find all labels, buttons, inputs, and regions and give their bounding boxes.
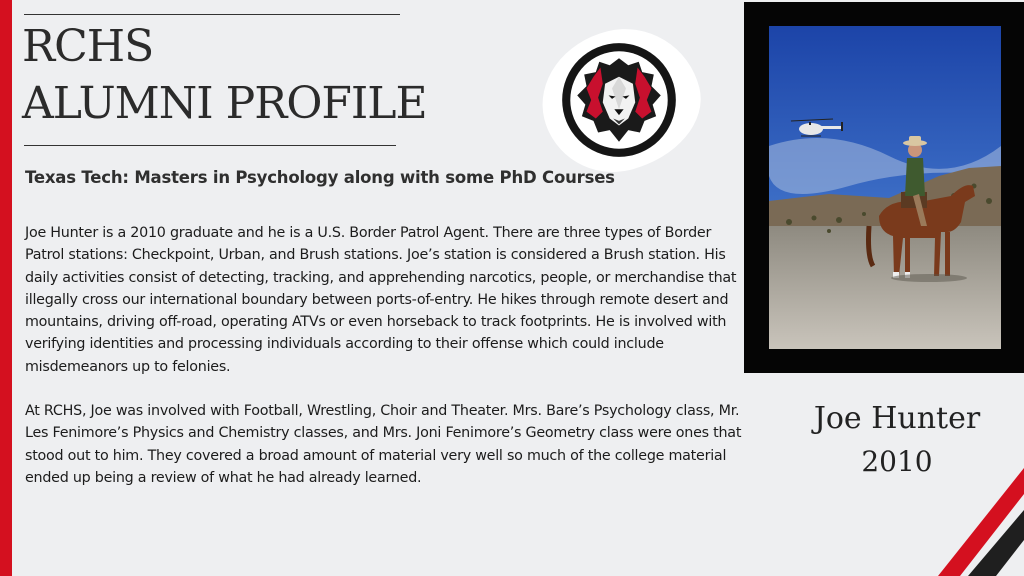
top-divider — [24, 14, 400, 15]
profile-body — [25, 222, 745, 511]
title-divider — [24, 145, 396, 146]
agent-on-horseback-photo-icon — [769, 26, 1001, 349]
corner-stripes — [924, 456, 1024, 576]
graduation-year: 2010 — [861, 445, 933, 478]
left-accent-bar — [0, 0, 12, 576]
school-paragraph: At RCHS, Joe was involved with Football, Wrestling, Choir and Theater. Mrs. Bare’s Psychology class, Mr. Les Fenimore’s Physics and Chemistry classes, and Mrs. Joni Fenimore’s Geometry class were ones that stood out to him. They covered a broad amount of material very well so much of the college material ended up being a review of what he had already learned. — [25, 403, 742, 486]
alumni-name: Joe Hunter — [813, 401, 981, 436]
career-paragraph: Joe Hunter is a 2010 graduate and he is a U.S. Border Patrol Agent. There are three types of Border Patrol stations: Checkpoint, Urban, and Brush stations. Joe’s station is considered a Brush station. His daily activities consist of detecting, tracking, and apprehending narcotics, people, or merchandise that illegally cross our international boundary between ports-of-entry. He hikes through remote desert and mountains, driving off-road, operating ATVs or even horseback to track footprints. He is involved with verifying identities and processing individuals according to their offense which could include misdemeanors up to felonies. — [25, 225, 737, 375]
page-title — [22, 18, 427, 132]
title-line-alumni-profile: ALUMNI PROFILE — [22, 78, 427, 129]
lion-head-logo-icon — [561, 42, 677, 158]
title-line-rchs: RCHS — [22, 21, 154, 72]
degree-subtitle: Texas Tech: Masters in Psychology along with some PhD Courses — [25, 168, 615, 187]
